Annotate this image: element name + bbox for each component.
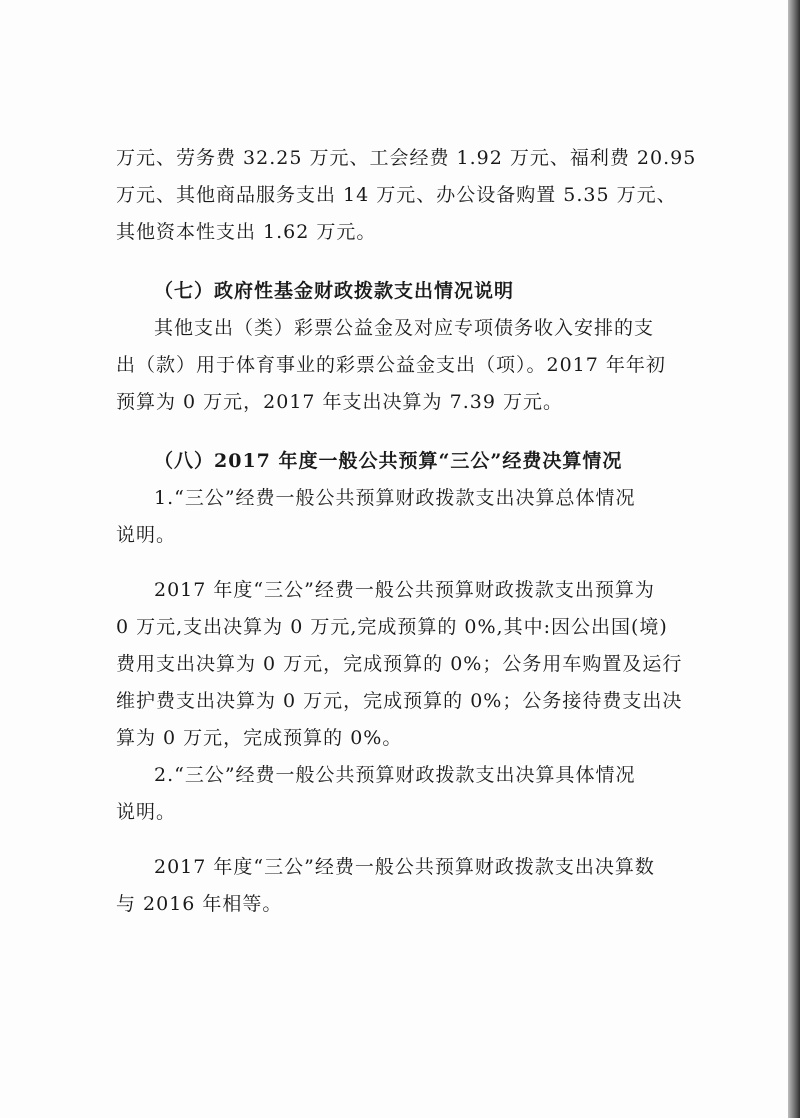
- text-line: 2.“三公”经费一般公共预算财政拨款支出决算具体情况: [154, 764, 636, 786]
- text-line: 预算为 0 万元，2017 年支出决算为 7.39 万元。: [116, 391, 563, 413]
- text-line: 万元、劳务费 32.25 万元、工会经费 1.92 万元、福利费 20.95: [116, 147, 697, 169]
- paragraph-three-public-budget: [116, 572, 696, 757]
- text-line: 万元、其他商品服务支出 14 万元、办公设备购置 5.35 万元、: [116, 184, 677, 206]
- item-2-detail: [116, 757, 696, 831]
- document-body: [116, 140, 696, 923]
- paragraph-expenses-continued: [116, 140, 696, 251]
- text-line: 0 万元,支出决算为 0 万元,完成预算的 0%,其中:因公出国(境): [116, 616, 668, 638]
- item-1-overall: [116, 480, 696, 554]
- text-line: 2017 年度“三公”经费一般公共预算财政拨款支出预算为: [154, 579, 655, 601]
- section-heading-8: （八）2017 年度一般公共预算“三公”经费决算情况: [154, 450, 623, 472]
- text-line: 出（款）用于体育事业的彩票公益金支出（项）。2017 年年初: [116, 354, 666, 376]
- text-line: 费用支出决算为 0 万元，完成预算的 0%；公务用车购置及运行: [116, 653, 683, 675]
- scan-edge-shadow: [788, 0, 800, 1118]
- text-line: 1.“三公”经费一般公共预算财政拨款支出决算总体情况: [154, 487, 636, 509]
- text-line: 2017 年度“三公”经费一般公共预算财政拨款支出决算数: [154, 856, 655, 878]
- text-line: 维护费支出决算为 0 万元，完成预算的 0%；公务接待费支出决: [116, 690, 683, 712]
- section-heading-7: （七）政府性基金财政拨款支出情况说明: [154, 280, 515, 302]
- text-line: 与 2016 年相等。: [116, 893, 283, 915]
- text-line: 说明。: [116, 801, 177, 823]
- text-line: 算为 0 万元，完成预算的 0%。: [116, 727, 403, 749]
- paragraph-government-fund: [116, 310, 696, 421]
- text-line: 其他支出（类）彩票公益金及对应专项债务收入安排的支: [154, 317, 655, 339]
- text-line: 说明。: [116, 524, 177, 546]
- paragraph-comparison: [116, 849, 696, 923]
- text-line: 其他资本性支出 1.62 万元。: [116, 221, 377, 243]
